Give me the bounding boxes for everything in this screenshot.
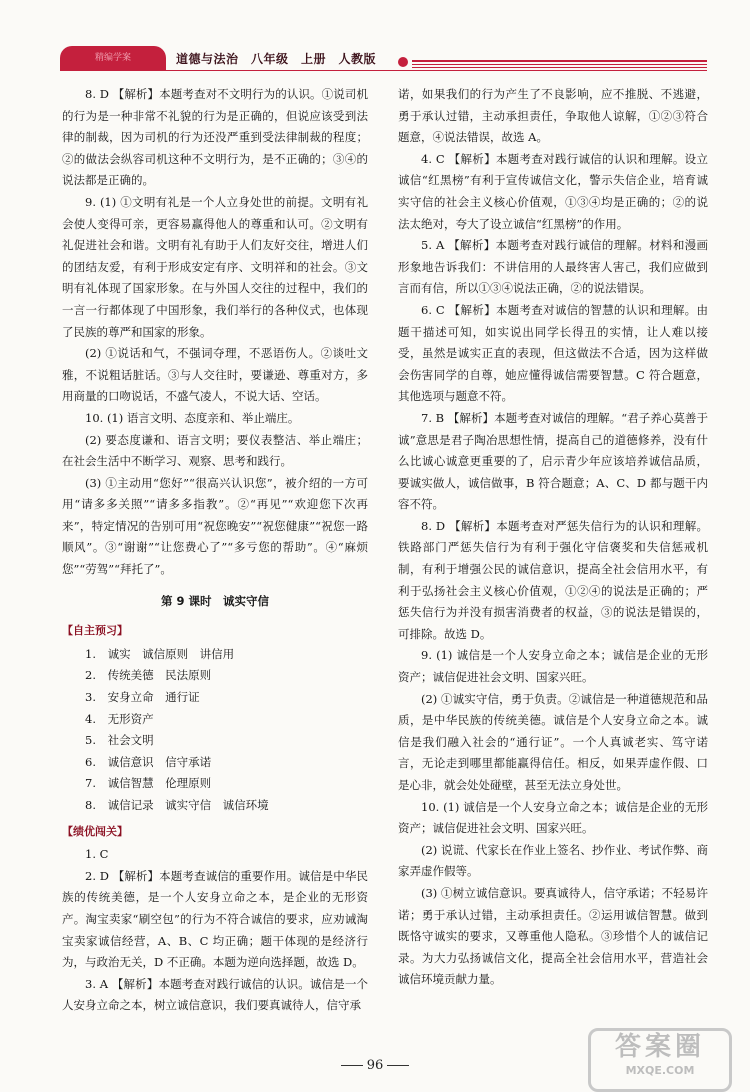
- header-rule: [412, 64, 707, 65]
- left-column: [62, 84, 368, 1017]
- answer-paragraph: 3. A 【解析】本题考查对践行诚信的认识。诚信是一个人安身立命之本，树立诚信意识，我们要真诚待人，信守承: [62, 976, 368, 1013]
- watermark-logo: [588, 1028, 732, 1092]
- header-rule: [412, 60, 707, 62]
- header-dot: [398, 57, 408, 67]
- lesson-title: 第 9 课时 诚实守信: [160, 593, 269, 608]
- list-item: 6. 诚信意识 信守承诺: [85, 754, 212, 769]
- series-title: 道德与法治 八年级 上册 人教版: [176, 52, 377, 66]
- list-item: 4. 无形资产: [85, 711, 154, 726]
- page-header: [0, 0, 750, 80]
- answer-paragraph: 7. B 【解析】本题考查对诚信的理解。“君子养心莫善于诚”意思是君子陶冶思想性情，提高自己的道德修养，没有什么比诚心诚意更重要的了，启示青少年应该培养诚信品质，要诚实做人，诚信做事，B 符合题意；A、C、D 都与题干内容不符。: [398, 410, 708, 512]
- list-item: 3. 安身立命 通行证: [85, 690, 200, 705]
- list-item: 5. 社会文明: [85, 733, 154, 748]
- answer-paragraph: 8. D 【解析】本题考查对不文明行为的认识。①说司机的行为是一种非常不礼貌的行为是正确的，但说应该受到法律的制裁，因为司机的行为还没严重到受法律制裁的程度；②的做法会纵容司机这种不文明行为，是不正确的；③④的说法都是正确的。: [62, 87, 368, 188]
- answer-paragraph: (2) ①说话和气，不强词夺理，不恶语伤人。②谈吐文雅，不说粗话脏话。③与人交往时，要谦逊、尊重对方，多用商量的口吻说话，不盛气凌人，不说大话、空话。: [62, 346, 368, 404]
- header-base-rule: [60, 70, 707, 71]
- answer-paragraph: 8. D 【解析】本题考查对严惩失信行为的认识和理解。铁路部门严惩失信行为有利于强化守信褒奖和失信惩戒机制，有利于增强公民的诚信意识，提高全社会信用水平，有利于弘扬社会主义核心价值观，①②④的说法是正确的；严惩失信行为并没有损害消费者的权益，③的说法是错误的，可排除。故选 D。: [398, 518, 708, 641]
- answer-paragraph: (3) ①主动用“您好”“很高兴认识您”，被介绍的一方可用“请多多关照”“请多多指教”。②“再见”“欢迎您下次再来”，特定情况的告别可用“祝您晚安”“祝您健康”“祝您一路顺风”。③“谢谢”“让您费心了”“多亏您的帮助”。④“麻烦您”“劳驾”“拜托了”。: [62, 475, 368, 577]
- series-logo: 精编学案: [60, 46, 166, 70]
- answer-paragraph: 9. (1) 诚信是一个人安身立命之本；诚信是企业的无形资产；诚信促进社会文明、国家兴旺。: [398, 648, 708, 685]
- answer-paragraph: (2) 说谎、代家长在作业上签名、抄作业、考试作弊、商家弄虚作假等。: [398, 842, 708, 879]
- watermark-url: MXQE.COM: [625, 1064, 695, 1077]
- answer-paragraph: 9. (1) ①文明有礼是一个人立身处世的前提。文明有礼会使人变得可亲，更容易赢得他人的尊重和认可。②文明有礼促进社会和谐。文明有礼有助于人们友好交往，增进人们的团结友爱，有利于形成安定有序、文明祥和的社会。③文明有礼体现了国家形象。在与外国人交往的过程中，我们的一言一行都体现了中国形象，我们举行的各种仪式，也体现了民族的尊严和国家的形象。: [62, 194, 368, 339]
- section-tag-practice: 【绩优闯关】: [62, 824, 128, 838]
- list-item: 7. 诚信智慧 伦理原则: [85, 776, 212, 791]
- answer-paragraph: (3) ①树立诚信意识。要真诚待人，信守承诺；不轻易许诺；勇于承认过错，主动承担责任。②运用诚信智慧。做到既恪守诚实的要求，又尊重他人隐私。③珍惜个人的诚信记录。为大力弘扬诚信文化，提高全社会信用水平，营造社会诚信环境贡献力量。: [398, 885, 708, 987]
- answer-paragraph: 10. (1) 诚信是一个人安身立命之本；诚信是企业的无形资产；诚信促进社会文明、国家兴旺。: [398, 799, 708, 836]
- list-item: 1. 诚实 诚信原则 讲信用: [85, 646, 235, 661]
- list-item: 2. 传统美德 民法原则: [85, 668, 212, 683]
- answer-paragraph: 2. D 【解析】本题考查诚信的重要作用。诚信是中华民族的传统美德，是一个人安身立命之本，是企业的无形资产。淘宝卖家“刷空包”的行为不符合诚信的要求，应劝诫淘宝卖家诚信经营，A、B、C 均正确；题干体现的是经济行为，与政治无关，D 不正确。本题为逆向选择题，故选 D。: [62, 868, 368, 970]
- section-tag-preview: 【自主预习】: [62, 624, 128, 638]
- answer-paragraph: 诺，如果我们的行为产生了不良影响，应不推脱、不逃避，勇于承认过错，主动承担责任，争取他人谅解，①②③符合题意，④说法错误，故选 A。: [398, 87, 708, 145]
- answer-paragraph: (2) 要态度谦和、语言文明；要仪表整洁、举止端庄；在社会生活中不断学习、观察、思考和践行。: [62, 432, 368, 469]
- answer-paragraph: 4. C 【解析】本题考查对践行诚信的认识和理解。设立诚信“红黑榜”有利于宣传诚信文化，警示失信企业，培育诚实守信的社会主义核心价值观，①③④均是正确的；②的说法太绝对，夸大了设立诚信“红黑榜”的作用。: [398, 151, 708, 231]
- footer-dash: [387, 1065, 409, 1066]
- answer-paragraph: 5. A 【解析】本题考查对践行诚信的理解。材料和漫画形象地告诉我们：不讲信用的人最终害人害己，我们应做到言而有信，所以①③④说法正确，②的说法错误。: [398, 238, 708, 296]
- answer-paragraph: (2) ①诚实守信，勇于负责。②诚信是一种道德规范和品质，是中华民族的传统美德。诚信是个人安身立命之本。诚信是我们融入社会的“通行证”。一个人真诚老实、笃守诺言，无论走到哪里都能赢得信任。相反，如果弄虚作假、口是心非，就会处处碰壁，甚至无法立身处世。: [398, 691, 708, 792]
- answer-paragraph: 1. C: [85, 847, 109, 862]
- footer-dash: [341, 1065, 363, 1066]
- header-rule: [412, 67, 707, 68]
- answer-paragraph: 10. (1) 语言文明、态度亲和、举止端庄。: [85, 410, 300, 425]
- right-column: [398, 84, 708, 991]
- page-number: 96: [366, 1058, 384, 1073]
- list-item: 8. 诚信记录 诚实守信 诚信环境: [85, 798, 269, 812]
- watermark-text: 答案圈: [614, 1032, 705, 1062]
- answer-paragraph: 6. C 【解析】本题考查对诚信的智慧的认识和理解。由题干描述可知，如实说出同学长得丑的实情，让人难以接受，虽然是诚实正直的表现，但这做法不合适，因为这样做会伤害同学的自尊，她应懂得诚信需要智慧。C 符合题意，其他选项与题意不符。: [398, 302, 708, 404]
